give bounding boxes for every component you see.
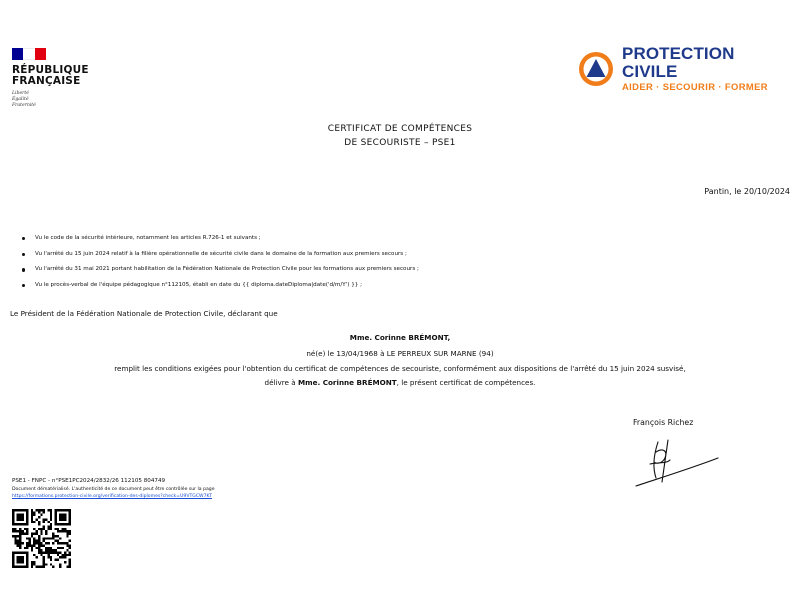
republic-name-line2: FRANÇAISE <box>12 75 81 87</box>
delivery-statement <box>0 378 800 387</box>
legal-basis-item: Vu le code de la sécurité intérieure, notamment les articles R.726-1 et suivants ; <box>22 235 782 251</box>
motto-liberte: Liberté <box>12 91 29 96</box>
protection-civile-logo <box>578 44 792 92</box>
republic-name-line1: RÉPUBLIQUE <box>12 64 89 76</box>
qr-code-icon <box>12 509 71 568</box>
declaration-text: Le Président de la Fédération Nationale de Protection Civile, déclarant que <box>10 309 278 318</box>
flag-band-red <box>35 48 46 60</box>
motto-fraternite: Fraternité <box>12 103 36 108</box>
place-date: Pantin, le 20/10/2024 <box>704 187 790 196</box>
delivery-prefix: délivre à <box>264 378 298 387</box>
signatory-name: François Richez <box>633 418 694 427</box>
conditions-text: remplit les conditions exigées pour l'obtention du certificat de compétences de secouriste, conformément aux dispositions de l'arrêté du 15 juin 2024 susvisé, <box>114 364 686 373</box>
delivery-recipient-name: Mme. Corinne BRÉMONT <box>297 378 397 387</box>
certificate-title-line1: CERTIFICAT DE COMPÉTENCES <box>327 124 473 134</box>
certificate-title <box>0 122 800 150</box>
protection-civile-emblem-icon <box>578 51 614 87</box>
republic-motto <box>12 91 132 109</box>
legal-basis-item: Vu l'arrêté du 15 juin 2024 relatif à la filière opérationnelle de sécurité civile dans le domaine de la formation aux premiers secours ; <box>22 251 782 267</box>
birth-info: né(e) le 13/04/1968 à LE PERREUX SUR MARNE (94) <box>306 349 494 358</box>
footer <box>12 477 215 500</box>
flag-band-white <box>23 48 34 60</box>
recipient-name: Mme. Corinne BRÉMONT, <box>349 333 451 342</box>
organization-tagline: AIDER · SECOURIR · FORMER <box>622 81 768 92</box>
certificate-title-line2: DE SECOURISTE – PSE1 <box>344 138 456 148</box>
delivery-suffix: , le présent certificat de compétences. <box>396 378 536 387</box>
legal-basis-item: Vu le procès-verbal de l'équipe pédagogique n°112105, établi en date du {{ diploma.dateDiploma|date('d/m/Y') }} ; <box>22 282 782 298</box>
certificate-reference: PSE1 - FNPC - n°PSE1PC2024/2832/26 112105 804749 <box>12 478 166 484</box>
legal-basis-item: Vu l'arrêté du 31 mai 2021 portant habilitation de la Fédération Nationale de Protection Civile pour les formations aux premiers secours ; <box>22 266 782 282</box>
flag-band-blue <box>12 48 23 60</box>
republique-francaise-logo <box>12 48 132 109</box>
verification-link[interactable]: https://formations.protection-civile.org/verification-des-diplomes?check=U9VTGCW7KT <box>12 494 212 499</box>
handwritten-signature <box>632 434 722 490</box>
motto-egalite: Égalité <box>12 97 29 102</box>
organization-title: PROTECTION CIVILE <box>622 44 735 81</box>
french-flag-icon <box>12 48 46 60</box>
authenticity-note: Document dématérialisé. L'authenticité de ce document peut être contrôlée sur la page <box>12 487 215 492</box>
legal-bases-list <box>22 235 782 297</box>
